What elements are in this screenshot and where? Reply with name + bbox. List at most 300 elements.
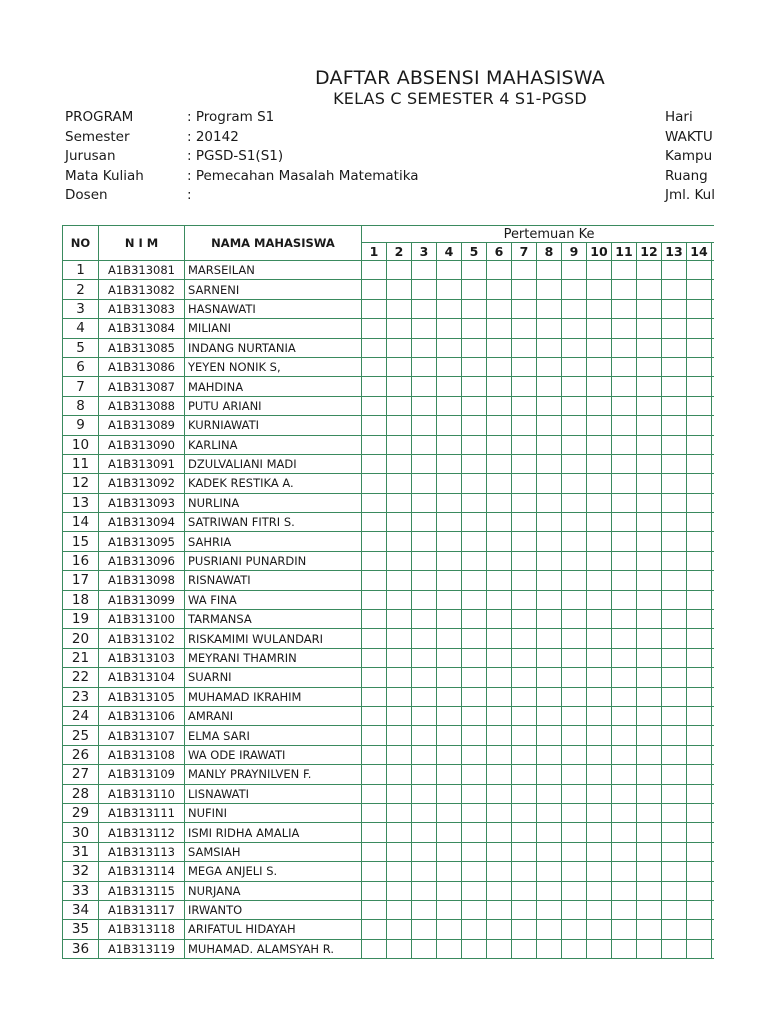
attendance-cell[interactable] [612,532,637,551]
attendance-cell[interactable] [687,299,712,318]
attendance-cell[interactable] [612,648,637,667]
attendance-cell[interactable] [412,726,437,745]
attendance-cell[interactable] [362,396,387,415]
attendance-cell[interactable] [712,571,715,590]
attendance-cell[interactable] [562,590,587,609]
attendance-cell[interactable] [637,513,662,532]
attendance-cell[interactable] [612,280,637,299]
attendance-cell[interactable] [687,920,712,939]
attendance-cell[interactable] [537,765,562,784]
attendance-cell[interactable] [462,532,487,551]
attendance-cell[interactable] [487,551,512,570]
attendance-cell[interactable] [587,687,612,706]
attendance-cell[interactable] [487,357,512,376]
attendance-cell[interactable] [362,687,387,706]
attendance-cell[interactable] [562,706,587,725]
attendance-cell[interactable] [562,513,587,532]
attendance-cell[interactable] [437,261,462,280]
attendance-cell[interactable] [537,571,562,590]
attendance-cell[interactable] [512,474,537,493]
attendance-cell[interactable] [612,590,637,609]
attendance-cell[interactable] [537,842,562,861]
attendance-cell[interactable] [537,435,562,454]
attendance-cell[interactable] [687,493,712,512]
attendance-cell[interactable] [562,784,587,803]
attendance-cell[interactable] [562,338,587,357]
attendance-cell[interactable] [512,862,537,881]
attendance-cell[interactable] [687,629,712,648]
attendance-cell[interactable] [662,920,687,939]
attendance-cell[interactable] [662,648,687,667]
attendance-cell[interactable] [562,551,587,570]
attendance-cell[interactable] [362,435,387,454]
attendance-cell[interactable] [387,706,412,725]
attendance-cell[interactable] [487,416,512,435]
attendance-cell[interactable] [437,532,462,551]
attendance-cell[interactable] [537,803,562,822]
attendance-cell[interactable] [637,687,662,706]
attendance-cell[interactable] [537,261,562,280]
attendance-cell[interactable] [537,687,562,706]
attendance-cell[interactable] [512,842,537,861]
attendance-cell[interactable] [412,745,437,764]
attendance-cell[interactable] [462,900,487,919]
attendance-cell[interactable] [662,571,687,590]
attendance-cell[interactable] [362,454,387,473]
attendance-cell[interactable] [562,862,587,881]
attendance-cell[interactable] [612,939,637,958]
attendance-cell[interactable] [662,803,687,822]
attendance-cell[interactable] [562,687,587,706]
attendance-cell[interactable] [612,338,637,357]
attendance-cell[interactable] [512,900,537,919]
attendance-cell[interactable] [487,474,512,493]
attendance-cell[interactable] [712,706,715,725]
attendance-cell[interactable] [537,668,562,687]
attendance-cell[interactable] [412,377,437,396]
attendance-cell[interactable] [662,881,687,900]
attendance-cell[interactable] [362,668,387,687]
attendance-cell[interactable] [412,629,437,648]
attendance-cell[interactable] [362,299,387,318]
attendance-cell[interactable] [437,881,462,900]
attendance-cell[interactable] [437,726,462,745]
attendance-cell[interactable] [512,784,537,803]
attendance-cell[interactable] [462,261,487,280]
attendance-cell[interactable] [412,862,437,881]
attendance-cell[interactable] [662,416,687,435]
attendance-cell[interactable] [587,842,612,861]
attendance-cell[interactable] [537,357,562,376]
attendance-cell[interactable] [462,784,487,803]
attendance-cell[interactable] [412,474,437,493]
attendance-cell[interactable] [562,900,587,919]
attendance-cell[interactable] [412,261,437,280]
attendance-cell[interactable] [712,900,715,919]
attendance-cell[interactable] [662,493,687,512]
attendance-cell[interactable] [562,842,587,861]
attendance-cell[interactable] [562,532,587,551]
attendance-cell[interactable] [387,319,412,338]
attendance-cell[interactable] [637,454,662,473]
attendance-cell[interactable] [687,939,712,958]
attendance-cell[interactable] [512,454,537,473]
attendance-cell[interactable] [612,435,637,454]
attendance-cell[interactable] [612,900,637,919]
attendance-cell[interactable] [637,396,662,415]
attendance-cell[interactable] [462,745,487,764]
attendance-cell[interactable] [512,338,537,357]
attendance-cell[interactable] [562,745,587,764]
attendance-cell[interactable] [662,900,687,919]
attendance-cell[interactable] [712,435,715,454]
attendance-cell[interactable] [637,280,662,299]
attendance-cell[interactable] [512,668,537,687]
attendance-cell[interactable] [437,648,462,667]
attendance-cell[interactable] [687,706,712,725]
attendance-cell[interactable] [512,261,537,280]
attendance-cell[interactable] [362,377,387,396]
attendance-cell[interactable] [662,319,687,338]
attendance-cell[interactable] [562,823,587,842]
attendance-cell[interactable] [712,532,715,551]
attendance-cell[interactable] [587,396,612,415]
attendance-cell[interactable] [562,396,587,415]
attendance-cell[interactable] [712,396,715,415]
attendance-cell[interactable] [662,474,687,493]
attendance-cell[interactable] [412,765,437,784]
attendance-cell[interactable] [512,939,537,958]
attendance-cell[interactable] [612,765,637,784]
attendance-cell[interactable] [712,610,715,629]
attendance-cell[interactable] [462,493,487,512]
attendance-cell[interactable] [362,513,387,532]
attendance-cell[interactable] [637,668,662,687]
attendance-cell[interactable] [662,377,687,396]
attendance-cell[interactable] [637,939,662,958]
attendance-cell[interactable] [437,551,462,570]
attendance-cell[interactable] [462,610,487,629]
attendance-cell[interactable] [487,706,512,725]
attendance-cell[interactable] [562,261,587,280]
attendance-cell[interactable] [412,454,437,473]
attendance-cell[interactable] [437,920,462,939]
attendance-cell[interactable] [687,551,712,570]
attendance-cell[interactable] [712,784,715,803]
attendance-cell[interactable] [612,396,637,415]
attendance-cell[interactable] [512,823,537,842]
attendance-cell[interactable] [637,706,662,725]
attendance-cell[interactable] [387,338,412,357]
attendance-cell[interactable] [437,454,462,473]
attendance-cell[interactable] [612,474,637,493]
attendance-cell[interactable] [712,920,715,939]
attendance-cell[interactable] [637,765,662,784]
attendance-cell[interactable] [712,823,715,842]
attendance-cell[interactable] [612,513,637,532]
attendance-cell[interactable] [687,532,712,551]
attendance-cell[interactable] [662,532,687,551]
attendance-cell[interactable] [362,551,387,570]
attendance-cell[interactable] [462,842,487,861]
attendance-cell[interactable] [587,299,612,318]
attendance-cell[interactable] [537,319,562,338]
attendance-cell[interactable] [512,377,537,396]
attendance-cell[interactable] [487,823,512,842]
attendance-cell[interactable] [437,280,462,299]
attendance-cell[interactable] [412,357,437,376]
attendance-cell[interactable] [562,299,587,318]
attendance-cell[interactable] [712,357,715,376]
attendance-cell[interactable] [687,513,712,532]
attendance-cell[interactable] [712,862,715,881]
attendance-cell[interactable] [487,668,512,687]
attendance-cell[interactable] [437,299,462,318]
attendance-cell[interactable] [437,706,462,725]
attendance-cell[interactable] [462,823,487,842]
attendance-cell[interactable] [462,396,487,415]
attendance-cell[interactable] [412,590,437,609]
attendance-cell[interactable] [587,261,612,280]
attendance-cell[interactable] [687,357,712,376]
attendance-cell[interactable] [687,280,712,299]
attendance-cell[interactable] [712,416,715,435]
attendance-cell[interactable] [387,803,412,822]
attendance-cell[interactable] [562,765,587,784]
attendance-cell[interactable] [612,823,637,842]
attendance-cell[interactable] [362,842,387,861]
attendance-cell[interactable] [462,338,487,357]
attendance-cell[interactable] [512,726,537,745]
attendance-cell[interactable] [587,377,612,396]
attendance-cell[interactable] [462,706,487,725]
attendance-cell[interactable] [462,435,487,454]
attendance-cell[interactable] [637,571,662,590]
attendance-cell[interactable] [512,513,537,532]
attendance-cell[interactable] [362,319,387,338]
attendance-cell[interactable] [562,454,587,473]
attendance-cell[interactable] [362,590,387,609]
attendance-cell[interactable] [412,803,437,822]
attendance-cell[interactable] [362,823,387,842]
attendance-cell[interactable] [537,939,562,958]
attendance-cell[interactable] [637,629,662,648]
attendance-cell[interactable] [587,532,612,551]
attendance-cell[interactable] [687,745,712,764]
attendance-cell[interactable] [537,629,562,648]
attendance-cell[interactable] [387,881,412,900]
attendance-cell[interactable] [512,881,537,900]
attendance-cell[interactable] [662,629,687,648]
attendance-cell[interactable] [712,261,715,280]
attendance-cell[interactable] [712,474,715,493]
attendance-cell[interactable] [462,862,487,881]
attendance-cell[interactable] [362,900,387,919]
attendance-cell[interactable] [462,648,487,667]
attendance-cell[interactable] [587,474,612,493]
attendance-cell[interactable] [637,610,662,629]
attendance-cell[interactable] [412,513,437,532]
attendance-cell[interactable] [512,590,537,609]
attendance-cell[interactable] [712,629,715,648]
attendance-cell[interactable] [362,629,387,648]
attendance-cell[interactable] [387,629,412,648]
attendance-cell[interactable] [412,706,437,725]
attendance-cell[interactable] [462,920,487,939]
attendance-cell[interactable] [437,765,462,784]
attendance-cell[interactable] [487,629,512,648]
attendance-cell[interactable] [637,784,662,803]
attendance-cell[interactable] [437,687,462,706]
attendance-cell[interactable] [412,939,437,958]
attendance-cell[interactable] [612,706,637,725]
attendance-cell[interactable] [487,648,512,667]
attendance-cell[interactable] [487,338,512,357]
attendance-cell[interactable] [512,610,537,629]
attendance-cell[interactable] [612,668,637,687]
attendance-cell[interactable] [362,745,387,764]
attendance-cell[interactable] [512,920,537,939]
attendance-cell[interactable] [362,474,387,493]
attendance-cell[interactable] [562,939,587,958]
attendance-cell[interactable] [462,416,487,435]
attendance-cell[interactable] [437,900,462,919]
attendance-cell[interactable] [512,803,537,822]
attendance-cell[interactable] [412,610,437,629]
attendance-cell[interactable] [512,357,537,376]
attendance-cell[interactable] [562,416,587,435]
attendance-cell[interactable] [387,435,412,454]
attendance-cell[interactable] [712,319,715,338]
attendance-cell[interactable] [537,396,562,415]
attendance-cell[interactable] [687,881,712,900]
attendance-cell[interactable] [487,745,512,764]
attendance-cell[interactable] [387,454,412,473]
attendance-cell[interactable] [487,862,512,881]
attendance-cell[interactable] [562,881,587,900]
attendance-cell[interactable] [437,610,462,629]
attendance-cell[interactable] [687,668,712,687]
attendance-cell[interactable] [637,377,662,396]
attendance-cell[interactable] [412,396,437,415]
attendance-cell[interactable] [512,687,537,706]
attendance-cell[interactable] [462,377,487,396]
attendance-cell[interactable] [537,610,562,629]
attendance-cell[interactable] [387,823,412,842]
attendance-cell[interactable] [487,435,512,454]
attendance-cell[interactable] [437,939,462,958]
attendance-cell[interactable] [687,474,712,493]
attendance-cell[interactable] [487,454,512,473]
attendance-cell[interactable] [687,416,712,435]
attendance-cell[interactable] [562,474,587,493]
attendance-cell[interactable] [687,765,712,784]
attendance-cell[interactable] [662,357,687,376]
attendance-cell[interactable] [537,900,562,919]
attendance-cell[interactable] [362,648,387,667]
attendance-cell[interactable] [487,784,512,803]
attendance-cell[interactable] [462,513,487,532]
attendance-cell[interactable] [712,881,715,900]
attendance-cell[interactable] [562,629,587,648]
attendance-cell[interactable] [637,338,662,357]
attendance-cell[interactable] [637,920,662,939]
attendance-cell[interactable] [712,551,715,570]
attendance-cell[interactable] [387,784,412,803]
attendance-cell[interactable] [712,338,715,357]
attendance-cell[interactable] [387,842,412,861]
attendance-cell[interactable] [612,357,637,376]
attendance-cell[interactable] [487,920,512,939]
attendance-cell[interactable] [712,765,715,784]
attendance-cell[interactable] [662,396,687,415]
attendance-cell[interactable] [662,668,687,687]
attendance-cell[interactable] [462,629,487,648]
attendance-cell[interactable] [637,551,662,570]
attendance-cell[interactable] [637,416,662,435]
attendance-cell[interactable] [387,900,412,919]
attendance-cell[interactable] [687,823,712,842]
attendance-cell[interactable] [562,571,587,590]
attendance-cell[interactable] [712,299,715,318]
attendance-cell[interactable] [387,532,412,551]
attendance-cell[interactable] [512,319,537,338]
attendance-cell[interactable] [437,629,462,648]
attendance-cell[interactable] [362,416,387,435]
attendance-cell[interactable] [487,881,512,900]
attendance-cell[interactable] [412,920,437,939]
attendance-cell[interactable] [437,493,462,512]
attendance-cell[interactable] [537,416,562,435]
attendance-cell[interactable] [712,280,715,299]
attendance-cell[interactable] [637,493,662,512]
attendance-cell[interactable] [637,881,662,900]
attendance-cell[interactable] [387,862,412,881]
attendance-cell[interactable] [537,590,562,609]
attendance-cell[interactable] [662,939,687,958]
attendance-cell[interactable] [687,377,712,396]
attendance-cell[interactable] [612,571,637,590]
attendance-cell[interactable] [387,590,412,609]
attendance-cell[interactable] [537,493,562,512]
attendance-cell[interactable] [612,416,637,435]
attendance-cell[interactable] [712,745,715,764]
attendance-cell[interactable] [462,590,487,609]
attendance-cell[interactable] [587,493,612,512]
attendance-cell[interactable] [462,357,487,376]
attendance-cell[interactable] [587,823,612,842]
attendance-cell[interactable] [437,842,462,861]
attendance-cell[interactable] [562,668,587,687]
attendance-cell[interactable] [387,668,412,687]
attendance-cell[interactable] [587,338,612,357]
attendance-cell[interactable] [512,435,537,454]
attendance-cell[interactable] [387,765,412,784]
attendance-cell[interactable] [437,571,462,590]
attendance-cell[interactable] [487,396,512,415]
attendance-cell[interactable] [587,900,612,919]
attendance-cell[interactable] [612,745,637,764]
attendance-cell[interactable] [662,726,687,745]
attendance-cell[interactable] [462,668,487,687]
attendance-cell[interactable] [437,474,462,493]
attendance-cell[interactable] [412,416,437,435]
attendance-cell[interactable] [462,687,487,706]
attendance-cell[interactable] [612,803,637,822]
attendance-cell[interactable] [487,571,512,590]
attendance-cell[interactable] [362,357,387,376]
attendance-cell[interactable] [362,803,387,822]
